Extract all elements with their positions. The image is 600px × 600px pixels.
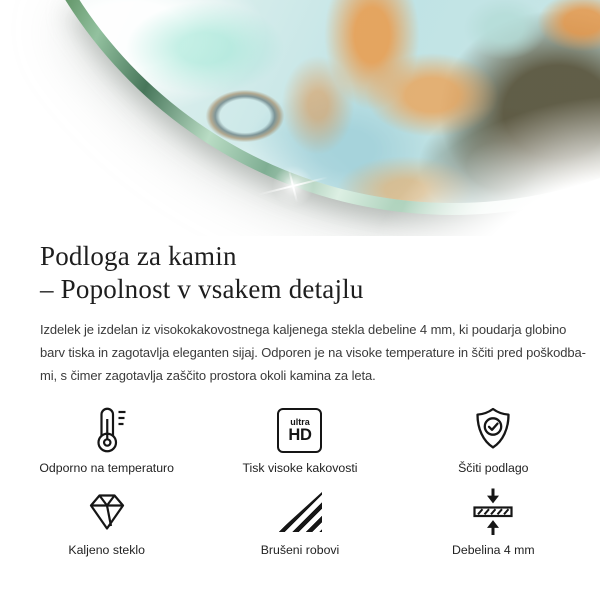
feature-item-tempered-glass	[10, 487, 203, 557]
description-line: mi, s čimer zagotavlja zaščito prostora okoli kamina za leta.	[40, 368, 376, 383]
title-line-2: – Popolnost v vsakem detajlu	[40, 274, 364, 304]
feature-label: Brušeni robovi	[260, 543, 340, 557]
features-grid	[10, 405, 590, 557]
feature-label: Debelina 4 mm	[451, 543, 535, 557]
ultra-hd-icon	[277, 405, 322, 455]
description-line: barv tiska in zagotavlja eleganten sijaj. Odporen je na visoke temperature in ščiti pred poškodba-	[40, 345, 586, 360]
feature-item-temperature	[10, 405, 203, 475]
feature-label: Ščiti podlago	[458, 461, 529, 475]
uhd-badge-bottom-text: HD	[288, 425, 312, 444]
uhd-badge-top-text: ultra	[290, 416, 310, 427]
description-line: Izdelek je izdelan iz visokokakovostnega kaljenega stekla debeline 4 mm, ki poudarja globino	[40, 322, 567, 337]
feature-item-protection	[397, 405, 590, 475]
feature-label: Tisk visoke kakovosti	[242, 461, 358, 475]
beveled-edges-icon	[278, 487, 322, 537]
thermometer-icon	[84, 405, 130, 455]
thickness-icon	[469, 487, 517, 537]
shield-check-icon	[469, 405, 517, 455]
feature-item-beveled-edges	[203, 487, 396, 557]
feature-item-thickness	[397, 487, 590, 557]
page-title	[40, 240, 560, 306]
product-description	[40, 318, 586, 387]
hero-section	[0, 0, 600, 236]
title-line-1: Podloga za kamin	[40, 241, 237, 271]
diamond-icon	[83, 487, 131, 537]
feature-label: Kaljeno steklo	[68, 543, 145, 557]
feature-item-print-quality	[203, 405, 396, 475]
feature-label: Odporno na temperaturo	[39, 461, 174, 475]
